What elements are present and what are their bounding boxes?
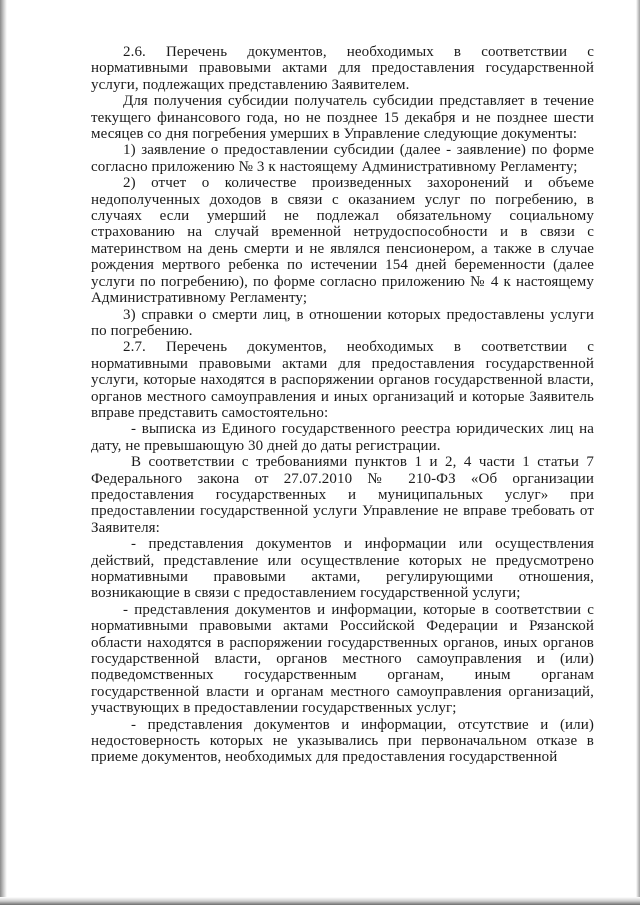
scan-edge-bottom	[0, 897, 640, 905]
document-body	[91, 44, 594, 766]
list-item-report: 2) отчет о количестве произведенных захоронений и объеме недополученных доходов в связи с оказанием услуг по погребению, в случаях если умерший не подлежал обязательному социальному страхованию на случай временной нетрудоспособности и в связи с материнством на день смерти и не являлся пенсионером, а также в случае рождения мертвого ребенка по истечении 154 дней беременности (далее услуги по погребению), по форме согласно приложению № 4 к настоящему Административному Регламенту;	[91, 175, 594, 307]
list-item-application: 1) заявление о предоставлении субсидии (далее - заявление) по форме согласно приложению № 3 к настоящему Административному Регламенту;	[91, 142, 594, 175]
scan-edge-left	[0, 0, 7, 905]
section-heading-2-6: 2.6. Перечень документов, необходимых в соответствии с нормативными правовыми актами для предоставления государственной услуги, подлежащих представлению Заявителем.	[91, 44, 594, 93]
list-item-prohibition-1: - представления документов и информации или осуществления действий, представление или осуществление которых не предусмотрено нормативными правовыми актами, регулирующими отношения, возникающие в связи с предоставлением государственной услуги;	[91, 536, 594, 602]
list-item-registry-extract: - выписка из Единого государственного реестра юридических лиц на дату, не превышающую 30 дней до даты регистрации.	[91, 421, 594, 454]
list-item-prohibition-3: - представления документов и информации, отсутствие и (или) недостоверность которых не указывались при первоначальном отказе в приеме документов, необходимых для предоставления государственной	[91, 716, 594, 766]
scan-edge-right	[636, 0, 640, 905]
section-heading-2-7: 2.7. Перечень документов, необходимых в соответствии с нормативными правовыми актами для предоставления государственной услуги, которые находятся в распоряжении органов государственной власти, органов местного самоуправления и иных организаций и которые Заявитель вправе представить самостоятельно:	[91, 339, 594, 421]
list-item-death-certificates: 3) справки о смерти лиц, в отношении которых предоставлены услуги по погребению.	[91, 306, 594, 339]
paragraph-submission-terms: Для получения субсидии получатель субсидии представляет в течение текущего финансового года, но не позднее 15 декабря и не позднее шести месяцев со дня погребения умерших в Управление следующие документы:	[91, 93, 594, 143]
list-item-prohibition-2: - представления документов и информации, которые в соответствии с нормативными правовыми актами Российской Федерации и Рязанской области находятся в распоряжении государственных органов, иных органов государственной власти, органов местного самоуправления и (или) подведомственных государственным органам, иным органам государственной власти и органам местного самоуправления организаций, участвующих в предоставлении государственных услуг;	[91, 601, 594, 717]
paragraph-federal-law: В соответствии с требованиями пунктов 1 и 2, 4 части 1 статьи 7 Федерального закона от 27.07.2010 № 210-ФЗ «Об организации предоставления государственных и муниципальных услуг» при предоставлении государственной услуги Управление не вправе требовать от Заявителя:	[91, 454, 594, 536]
